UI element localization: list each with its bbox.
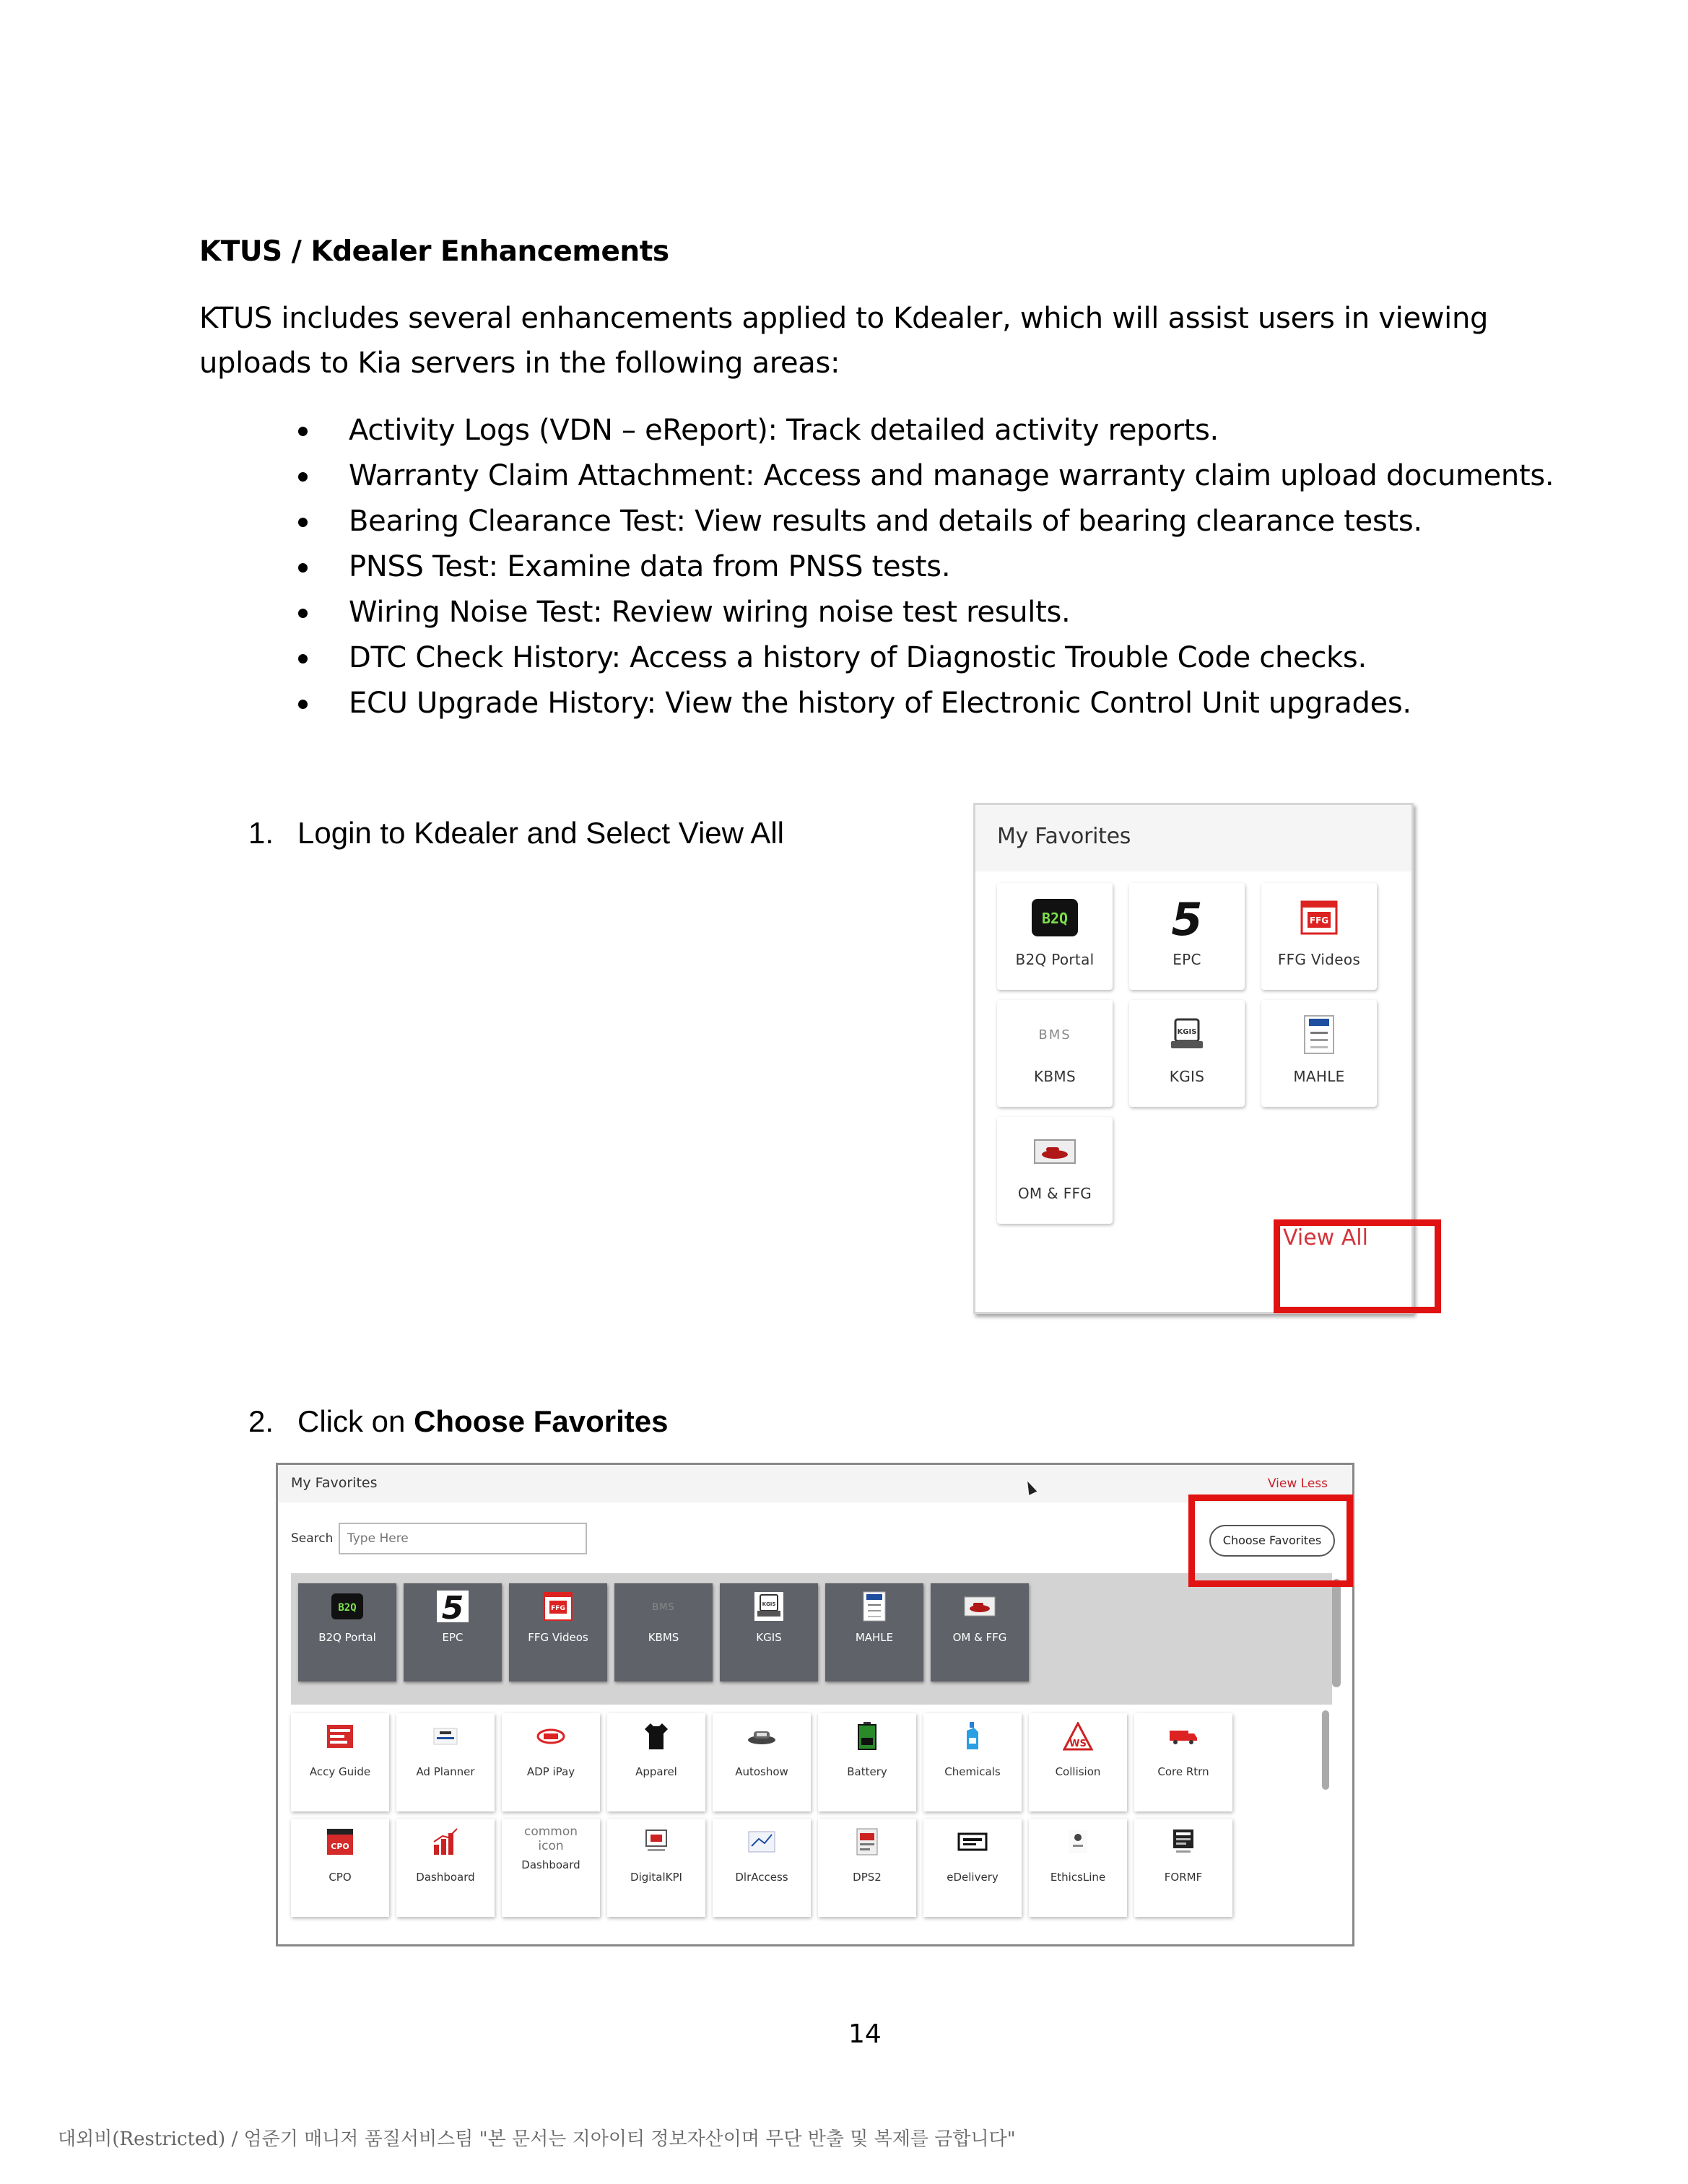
tile-label: FFG Videos [1277,951,1361,968]
fav-tile-label: OM & FFG [952,1631,1007,1644]
ffg-icon [542,1591,574,1622]
panel-title: My Favorites [291,1475,378,1491]
app-label: DlrAccess [735,1871,788,1884]
fav-tile-b2q-portal[interactable] [298,1583,396,1681]
list-item-text: ECU Upgrade History: View the history of Electronic Control Unit upgrades. [349,687,1411,720]
list-item [292,681,1554,726]
epc-icon [437,1591,469,1622]
list-item-text: Warranty Claim Attachment: Access and manage warranty claim upload documents. [349,459,1554,492]
svg-text:WS: WS [1069,1739,1087,1749]
dps2-icon [851,1826,883,1858]
step-2 [248,1404,669,1439]
favorites-scrollbar[interactable] [1332,1579,1341,1687]
app-tile-dps2[interactable] [818,1819,916,1917]
app-tile-ethicsline[interactable] [1029,1819,1127,1917]
step-1 [248,816,784,850]
svg-text:CPO: CPO [331,1842,349,1851]
list-item-text: Wiring Noise Test: Review wiring noise test results. [349,596,1071,629]
app-tile-formf[interactable] [1134,1819,1232,1917]
bullet-icon [298,472,308,482]
app-label: CPO [329,1871,352,1884]
broken-image-alt-text: common icon [523,1824,578,1853]
tile-mahle[interactable] [1261,1000,1377,1107]
app-tile-accy-guide[interactable] [291,1713,389,1811]
card-header [975,805,1411,871]
fav-tile-label: KBMS [648,1631,679,1644]
list-item [292,635,1554,681]
app-label: EthicsLine [1050,1871,1106,1884]
section-heading: KTUS / Kdealer Enhancements [199,235,669,268]
app-label: Core Rtrn [1157,1765,1209,1778]
app-tile-digitalkpi[interactable] [607,1819,705,1917]
list-item-text: Bearing Clearance Test: View results and details of bearing clearance tests. [349,505,1422,538]
fav-tile-label: KGIS [756,1631,782,1644]
fav-tile-kbms[interactable] [614,1583,713,1681]
app-label: DPS2 [853,1871,882,1884]
fav-tile-mahle[interactable] [825,1583,923,1681]
step-number: 1. [248,816,274,850]
broken-image-placeholder [510,1824,591,1872]
highlight-box [1274,1219,1441,1313]
app-label: Ad Planner [416,1765,475,1778]
app-label: Accy Guide [309,1765,371,1778]
step-text: Click on [297,1404,414,1438]
highlight-box [1188,1495,1353,1587]
tile-om-ffg[interactable] [997,1117,1113,1224]
list-item [292,408,1554,453]
search-label: Search [291,1531,334,1546]
om-ffg-icon [964,1591,996,1622]
tile-epc[interactable] [1129,883,1245,990]
app-label: Collision [1055,1765,1101,1778]
edelivery-icon [957,1826,988,1858]
battery-icon [851,1720,883,1752]
apps-scrollbar[interactable] [1322,1710,1329,1790]
app-tile-core-rtrn[interactable] [1134,1713,1232,1811]
epc-icon [1164,895,1210,941]
cpo-icon [324,1826,356,1858]
app-tile-apparel[interactable] [607,1713,705,1811]
digitalkpi-icon [640,1826,672,1858]
app-label: Apparel [635,1765,677,1778]
bullet-icon [298,654,308,664]
app-label: ADP iPay [526,1765,575,1778]
app-label: Dashboard [416,1871,475,1884]
step-text-bold: Choose Favorites [414,1404,669,1438]
kgis-icon [753,1591,785,1622]
favorites-strip [291,1573,1332,1705]
collision-ws-icon [1062,1720,1094,1752]
app-tile-ad-planner[interactable] [396,1713,495,1811]
bullet-icon [298,700,308,709]
tile-kgis[interactable] [1129,1000,1245,1107]
app-tile-cpo[interactable] [291,1819,389,1917]
tile-b2q-portal[interactable] [997,883,1113,990]
list-item [292,590,1554,635]
app-label: Autoshow [735,1765,788,1778]
om-ffg-icon [1032,1128,1078,1175]
list-item-text: Activity Logs (VDN – eReport): Track detailed activity reports. [349,414,1219,447]
tile-label: KBMS [1034,1068,1076,1085]
view-less-link[interactable]: View Less [1267,1476,1328,1491]
tile-kbms[interactable] [997,1000,1113,1107]
epc-icon-text: 5 [1171,896,1203,939]
formf-icon [1167,1826,1199,1858]
list-item-text: DTC Check History: Access a history of Diagnostic Trouble Code checks. [349,641,1367,674]
tile-label: B2Q Portal [1015,951,1095,968]
bms-icon [648,1591,679,1622]
bms-icon-text: BMS [652,1602,675,1613]
app-label: DigitalKPI [630,1871,682,1884]
app-tile-edelivery[interactable] [923,1819,1022,1917]
app-label: eDelivery [947,1871,999,1884]
epc-icon-text: 5 [441,1591,464,1622]
fav-tile-kgis[interactable] [720,1583,818,1681]
fav-tile-ffg-videos[interactable] [509,1583,607,1681]
ad-planner-icon [430,1720,461,1752]
list-item [292,544,1554,590]
app-tile-autoshow[interactable] [713,1713,811,1811]
app-tile-chemicals[interactable] [923,1713,1022,1811]
view-all-link[interactable]: View All [1283,1225,1368,1250]
bullet-icon [298,518,308,527]
b2q-icon-text: B2Q [338,1602,357,1614]
kgis-icon-text: KGIS [762,1601,776,1607]
app-tile-collision[interactable] [1029,1713,1127,1811]
ffg-icon-text: FFG [1309,915,1329,926]
app-label: Dashboard [521,1858,580,1871]
app-tile-dashboard-broken[interactable] [502,1819,600,1917]
tile-label: MAHLE [1293,1068,1345,1085]
mahle-icon [858,1591,890,1622]
fav-tile-label: MAHLE [855,1631,894,1644]
list-item-text: PNSS Test: Examine data from PNSS tests. [349,550,951,583]
tile-label: OM & FFG [1017,1185,1092,1202]
step-number: 2. [248,1404,274,1438]
app-tile-battery[interactable] [818,1713,916,1811]
car-icon [746,1720,778,1752]
fav-tile-label: FFG Videos [528,1631,588,1644]
truck-icon [1167,1720,1199,1752]
fav-tile-label: B2Q Portal [318,1631,376,1644]
ffg-icon-text: FFG [551,1605,565,1612]
bullet-icon [298,609,308,618]
ethicsline-icon [1062,1826,1094,1858]
step-text: Login to Kdealer and Select View All [297,816,785,850]
b2q-icon-text: B2Q [1041,910,1069,927]
kgis-icon [1164,1011,1210,1058]
bms-icon-text: BMS [1038,1027,1071,1043]
app-tile-dlraccess[interactable] [713,1819,811,1917]
app-label: Chemicals [944,1765,1001,1778]
b2q-icon [331,1591,363,1622]
chemicals-bottle-icon [957,1720,988,1752]
app-tile-dashboard[interactable] [396,1819,495,1917]
fav-tile-label: EPC [442,1631,464,1644]
shirt-icon [640,1720,672,1752]
fav-tile-epc[interactable] [404,1583,502,1681]
choose-favorites-button[interactable]: Choose Favorites [1209,1525,1335,1557]
dlraccess-icon [746,1826,778,1858]
bullet-icon [298,563,308,573]
bullet-icon [298,427,308,436]
app-tile-adp-ipay[interactable] [502,1713,600,1811]
tile-label: EPC [1173,951,1201,968]
enhancement-list [292,408,1554,726]
card-title: My Favorites [997,824,1131,849]
app-label: Battery [847,1765,887,1778]
tile-ffg-videos[interactable] [1261,883,1377,990]
app-label: FORMF [1164,1871,1203,1884]
accessory-guide-icon [324,1720,356,1752]
bar-chart-icon [430,1826,461,1858]
mahle-icon [1296,1011,1342,1058]
b2q-icon [1032,895,1078,941]
bms-icon [1032,1011,1078,1058]
confidentiality-footer: 대외비(Restricted) / 엄준기 매니저 품질서비스팀 "본 문서는 지아이티 정보자산이며 무단 반출 및 복제를 금합니다" [58,2128,1016,2150]
page-number: 14 [848,2019,882,2049]
ffg-icon [1296,895,1342,941]
fav-tile-om-ffg[interactable] [931,1583,1029,1681]
adp-icon [535,1720,567,1752]
tile-label: KGIS [1169,1068,1205,1085]
search-input[interactable] [339,1523,587,1554]
intro-paragraph: KTUS includes several enhancements applied to Kdealer, which will assist users in viewing uploads to Kia servers in the following areas: [199,302,1489,380]
kgis-icon-text: KGIS [1177,1028,1197,1036]
list-item [292,453,1554,499]
list-item [292,499,1554,544]
